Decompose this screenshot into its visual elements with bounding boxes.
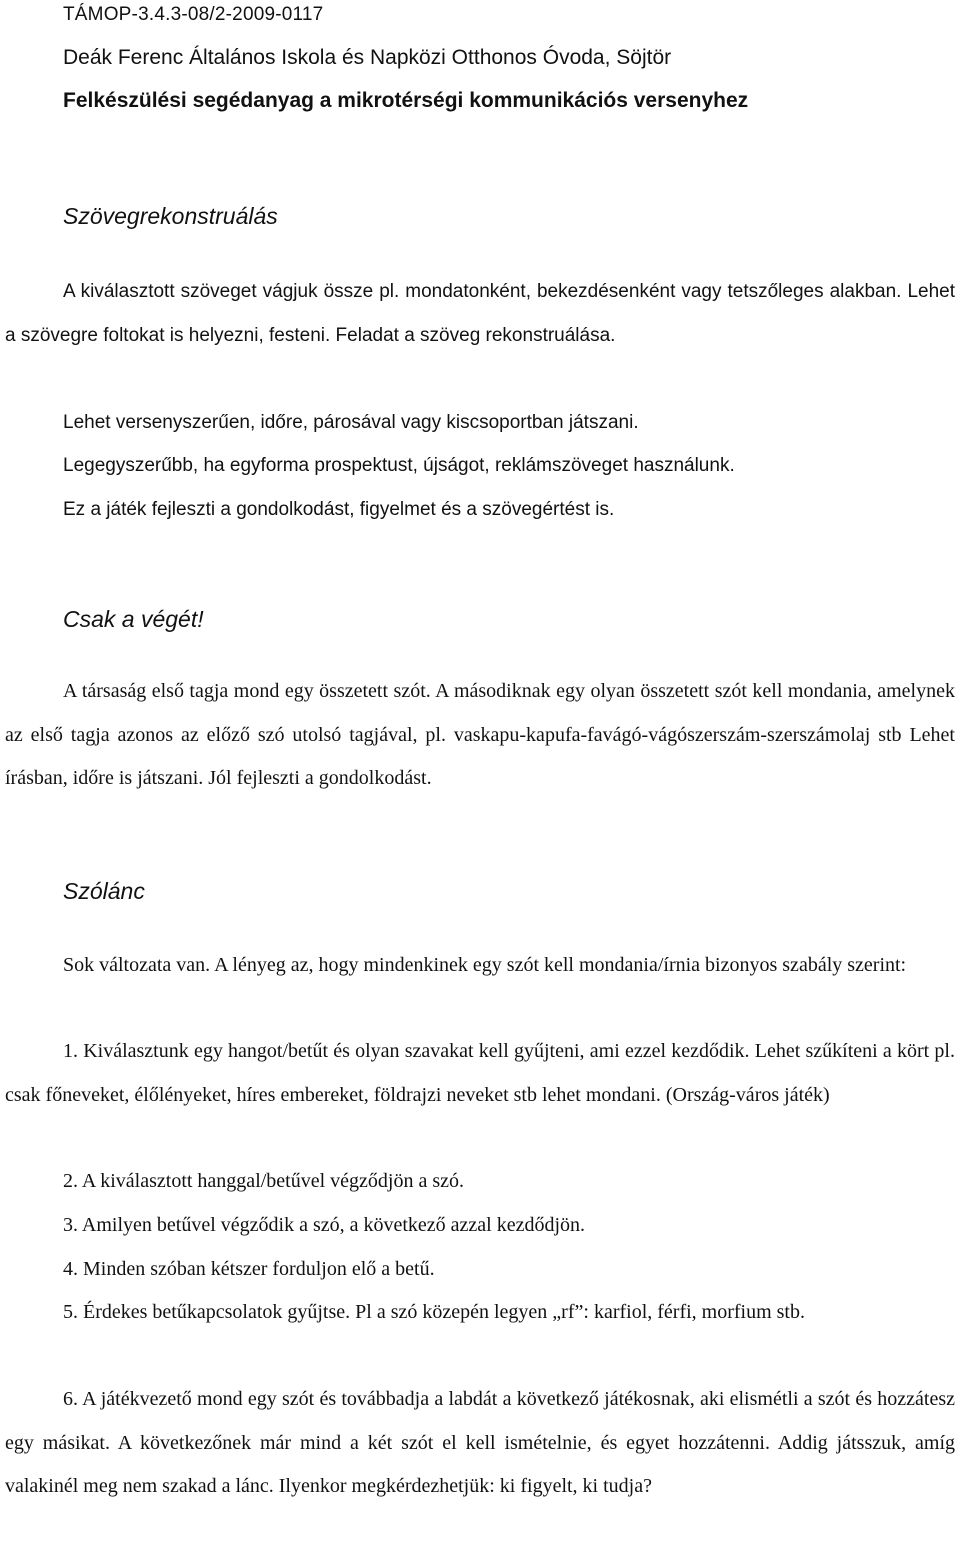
section1-line-1: Lehet versenyszerűen, időre, párosával vagy kiscsoportban játszani. xyxy=(63,412,639,433)
section-title-csak-a-veget: Csak a végét! xyxy=(63,606,204,632)
szolanc-item-5: 5. Érdekes betűkapcsolatok gyűjtse. Pl a szó közepén legyen „rf”: karfiol, férfi, morfium stb. xyxy=(63,1301,805,1323)
szolanc-item-3: 3. Amilyen betűvel végződik a szó, a következő azzal kezdődjön. xyxy=(63,1214,586,1236)
document-subtitle: Felkészülési segédanyag a mikrotérségi kommunikációs versenyhez xyxy=(63,89,749,112)
szolanc-item-4: 4. Minden szóban kétszer forduljon elő a betű. xyxy=(63,1258,435,1280)
section-title-szovegrekonstrualas: Szövegrekonstruálás xyxy=(63,203,278,229)
school-name: Deák Ferenc Általános Iskola és Napközi Otthonos Óvoda, Söjtör xyxy=(63,46,672,69)
section1-line-3: Ez a játék fejleszti a gondolkodást, figyelmet és a szövegértést is. xyxy=(63,499,615,520)
szolanc-item-6: 6. A játékvezető mond egy szót és továbbadja a labdát a következő játékosnak, aki elismétli a szót és hozzátesz egy másikat. A következőnek már mind a két szót el kell ismételnie, és egyet hozzátenni. Addig játsszuk, amíg valakinél meg nem szakad a lánc. Ilyenkor megkérdezhetjük: ki figyelt, ki tudja? xyxy=(5,1388,955,1497)
section2-paragraph: A társaság első tagja mond egy összetett szót. A másodiknak egy olyan összetett szót kell mondania, amelynek az első tagja azonos az előző szó utolsó tagjával, pl. vaskapu-kapufa-favágó-vágószerszám-szerszámolaj stb Lehet írásban, időre is játszani. Jól fejleszti a gondolkodást. xyxy=(5,680,955,789)
project-code: TÁMOP-3.4.3-08/2-2009-0117 xyxy=(63,4,324,25)
section-title-szolanc: Szólánc xyxy=(63,878,145,904)
section1-paragraph: A kiválasztott szöveget vágjuk össze pl. mondatonként, bekezdésenként vagy tetszőleges alakban. Lehet a szövegre foltokat is helyezni, festeni. Feladat a szöveg rekonstruálása. xyxy=(5,281,955,346)
szolanc-item-2: 2. A kiválasztott hanggal/betűvel végződjön a szó. xyxy=(63,1170,465,1192)
section1-line-2: Legegyszerűbb, ha egyforma prospektust, újságot, reklámszöveget használunk. xyxy=(63,455,735,476)
szolanc-item-1: 1. Kiválasztunk egy hangot/betűt és olyan szavakat kell gyűjteni, ami ezzel kezdődik. Lehet szűkíteni a kört pl. csak főneveket, élőlényeket, híres embereket, földrajzi neveket stb lehet mondani. (Ország-város játék) xyxy=(5,1040,955,1106)
section3-intro: Sok változata van. A lényeg az, hogy mindenkinek egy szót kell mondania/írnia bizonyos szabály szerint: xyxy=(63,954,907,976)
